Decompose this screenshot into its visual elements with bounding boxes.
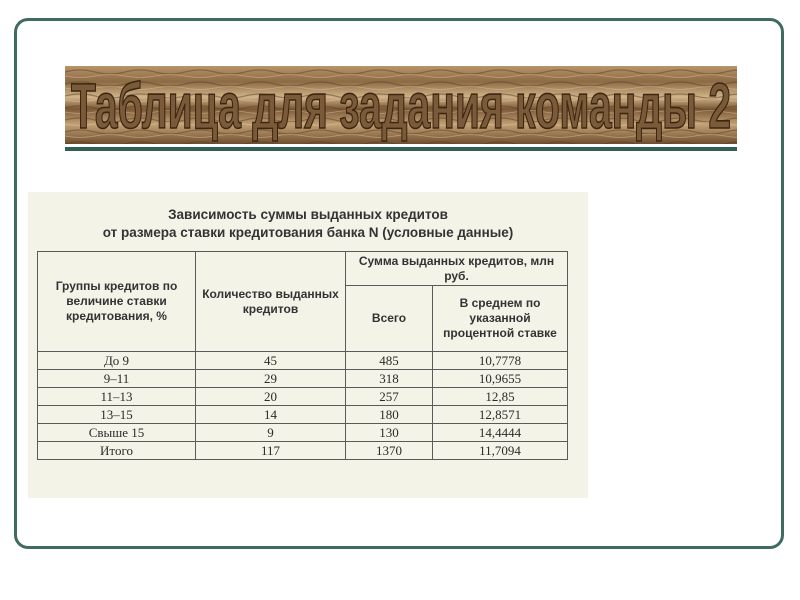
table-row — [38, 388, 568, 406]
cell-group: 11–13 — [38, 388, 196, 406]
header-total: Всего — [346, 286, 433, 352]
credit-table — [37, 251, 568, 460]
table-body — [38, 352, 568, 460]
cell-average: 11,7094 — [433, 442, 568, 460]
cell-count: 117 — [196, 442, 346, 460]
cell-group: Свыше 15 — [38, 424, 196, 442]
slide-title: Таблица для задания команды 2 — [71, 70, 731, 142]
cell-count: 29 — [196, 370, 346, 388]
cell-count: 14 — [196, 406, 346, 424]
cell-count: 9 — [196, 424, 346, 442]
cell-total: 485 — [346, 352, 433, 370]
cell-average: 14,4444 — [433, 424, 568, 442]
cell-group: 13–15 — [38, 406, 196, 424]
header-groups: Группы кредитов по величине ставки кредитования, % — [38, 252, 196, 352]
header-average: В среднем по указанной процентной ставке — [433, 286, 568, 352]
title-underline — [65, 147, 737, 151]
document-title-line2: от размера ставки кредитования банка N (условные данные) — [102, 225, 514, 240]
cell-total: 257 — [346, 388, 433, 406]
table-row — [38, 352, 568, 370]
cell-total: 318 — [346, 370, 433, 388]
cell-total: 180 — [346, 406, 433, 424]
wood-texture — [65, 66, 737, 144]
cell-total: 1370 — [346, 442, 433, 460]
document-title-line1: Зависимость суммы выданных кредитов — [168, 207, 448, 222]
cell-group: До 9 — [38, 352, 196, 370]
cell-count: 45 — [196, 352, 346, 370]
cell-average: 10,7778 — [433, 352, 568, 370]
header-count: Количество выданных кредитов — [196, 252, 346, 352]
cell-count: 20 — [196, 388, 346, 406]
header-sum-group: Сумма выданных кредитов, млн руб. — [346, 252, 568, 286]
table-row — [38, 370, 568, 388]
table-row — [38, 442, 568, 460]
cell-total: 130 — [346, 424, 433, 442]
cell-average: 10,9655 — [433, 370, 568, 388]
table-row — [38, 424, 568, 442]
cell-group: 9–11 — [38, 370, 196, 388]
wordart-title — [65, 66, 737, 144]
cell-average: 12,85 — [433, 388, 568, 406]
document-title — [58, 206, 558, 242]
cell-group: Итого — [38, 442, 196, 460]
cell-average: 12,8571 — [433, 406, 568, 424]
table-row — [38, 406, 568, 424]
